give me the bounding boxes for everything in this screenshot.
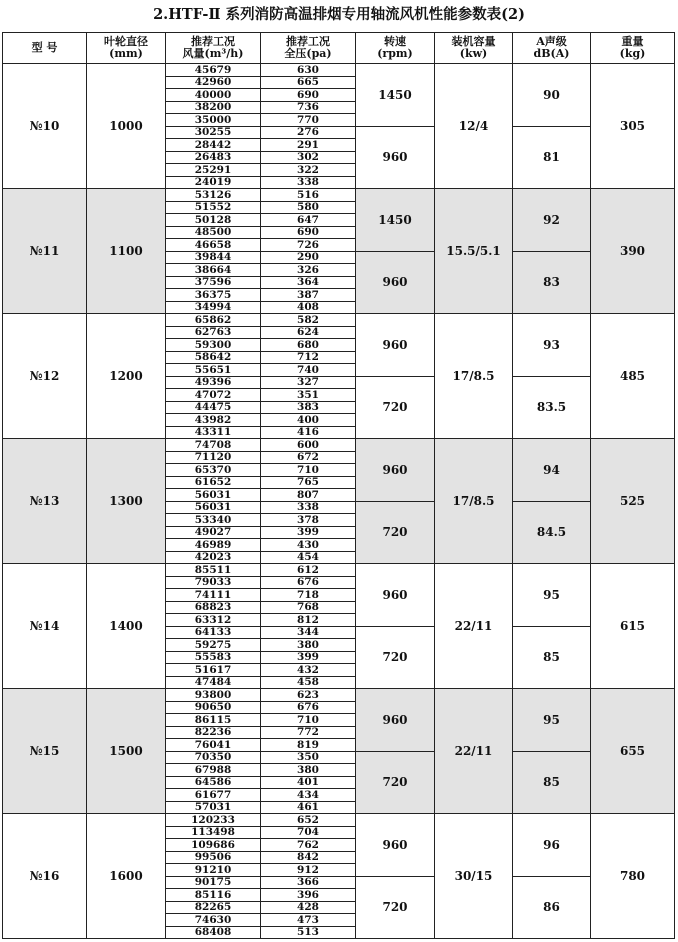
airflow-cell: 26483 — [166, 151, 261, 164]
airflow-cell: 67988 — [166, 764, 261, 777]
airflow-cell: 36375 — [166, 289, 261, 302]
pressure-cell: 364 — [261, 276, 356, 289]
table-row — [3, 314, 675, 327]
airflow-cell: 46989 — [166, 539, 261, 552]
pressure-cell: 399 — [261, 526, 356, 539]
diameter-cell: 1500 — [87, 689, 166, 814]
pressure-cell: 276 — [261, 126, 356, 139]
header-noise-unit: dB(A) — [533, 47, 570, 60]
header-noise-label: A声级 — [536, 35, 567, 48]
airflow-cell: 38664 — [166, 264, 261, 277]
speed-cell: 720 — [356, 876, 435, 939]
airflow-cell: 42960 — [166, 76, 261, 89]
power-cell: 12/4 — [435, 64, 513, 189]
airflow-cell: 40000 — [166, 89, 261, 102]
airflow-cell: 51617 — [166, 664, 261, 677]
airflow-cell: 42023 — [166, 551, 261, 564]
airflow-cell: 86115 — [166, 714, 261, 727]
airflow-cell: 28442 — [166, 139, 261, 152]
pressure-cell: 718 — [261, 589, 356, 602]
pressure-cell: 600 — [261, 439, 356, 452]
pressure-cell: 736 — [261, 101, 356, 114]
table-row — [3, 189, 675, 202]
pressure-cell: 647 — [261, 214, 356, 227]
pressure-cell: 401 — [261, 776, 356, 789]
pressure-cell: 344 — [261, 626, 356, 639]
noise-cell: 94 — [513, 439, 591, 502]
speed-cell: 960 — [356, 314, 435, 377]
model-cell: №14 — [3, 564, 87, 689]
airflow-cell: 49396 — [166, 376, 261, 389]
airflow-cell: 49027 — [166, 526, 261, 539]
header-diameter-label: 叶轮直径 — [104, 35, 148, 48]
model-cell: №16 — [3, 814, 87, 939]
table-title: 2.HTF-Ⅱ 系列消防高温排烟专用轴流风机性能参数表(2) — [153, 6, 525, 23]
header-weight — [591, 33, 675, 64]
airflow-cell: 45679 — [166, 64, 261, 77]
pressure-cell: 726 — [261, 239, 356, 252]
table-row — [3, 689, 675, 702]
airflow-cell: 74630 — [166, 914, 261, 927]
header-noise — [513, 33, 591, 64]
noise-cell: 95 — [513, 564, 591, 627]
airflow-cell: 58642 — [166, 351, 261, 364]
speed-cell: 960 — [356, 814, 435, 877]
pressure-cell: 819 — [261, 739, 356, 752]
diameter-cell: 1100 — [87, 189, 166, 314]
pressure-cell: 378 — [261, 514, 356, 527]
pressure-cell: 710 — [261, 714, 356, 727]
airflow-cell: 59300 — [166, 339, 261, 352]
pressure-cell: 290 — [261, 251, 356, 264]
airflow-cell: 25291 — [166, 164, 261, 177]
pressure-cell: 396 — [261, 889, 356, 902]
header-power-label: 装机容量 — [451, 35, 496, 48]
power-cell: 17/8.5 — [435, 439, 513, 564]
header-speed-unit: (rpm) — [377, 47, 413, 60]
pressure-cell: 665 — [261, 76, 356, 89]
airflow-cell: 44475 — [166, 401, 261, 414]
airflow-cell: 43982 — [166, 414, 261, 427]
pressure-cell: 380 — [261, 639, 356, 652]
airflow-cell: 63312 — [166, 614, 261, 627]
speed-cell: 960 — [356, 689, 435, 752]
header-pressure — [261, 33, 356, 64]
airflow-cell: 64586 — [166, 776, 261, 789]
airflow-cell: 64133 — [166, 626, 261, 639]
weight-cell: 780 — [591, 814, 675, 939]
pressure-cell: 366 — [261, 876, 356, 889]
table-row — [3, 439, 675, 452]
airflow-cell: 76041 — [166, 739, 261, 752]
noise-cell: 93 — [513, 314, 591, 377]
pressure-cell: 762 — [261, 839, 356, 852]
speed-cell: 960 — [356, 126, 435, 189]
pressure-cell: 623 — [261, 689, 356, 702]
noise-cell: 96 — [513, 814, 591, 877]
airflow-cell: 59275 — [166, 639, 261, 652]
airflow-cell: 30255 — [166, 126, 261, 139]
pressure-cell: 302 — [261, 151, 356, 164]
pressure-cell: 454 — [261, 551, 356, 564]
airflow-cell: 91210 — [166, 864, 261, 877]
pressure-cell: 676 — [261, 576, 356, 589]
weight-cell: 655 — [591, 689, 675, 814]
pressure-cell: 350 — [261, 751, 356, 764]
airflow-cell: 74111 — [166, 589, 261, 602]
airflow-cell: 82265 — [166, 901, 261, 914]
speed-cell: 960 — [356, 439, 435, 502]
airflow-cell: 61652 — [166, 476, 261, 489]
speed-cell: 720 — [356, 751, 435, 814]
speed-cell: 720 — [356, 501, 435, 564]
pressure-cell: 408 — [261, 301, 356, 314]
diameter-cell: 1300 — [87, 439, 166, 564]
airflow-cell: 74708 — [166, 439, 261, 452]
noise-cell: 83 — [513, 251, 591, 314]
header-pressure-label: 推荐工况 — [286, 35, 330, 48]
pressure-cell: 612 — [261, 564, 356, 577]
pressure-cell: 672 — [261, 451, 356, 464]
weight-cell: 615 — [591, 564, 675, 689]
model-cell: №10 — [3, 64, 87, 189]
header-weight-unit: (kg) — [619, 47, 646, 60]
header-model-label: 型 号 — [31, 41, 58, 54]
airflow-cell: 34994 — [166, 301, 261, 314]
pressure-cell: 812 — [261, 614, 356, 627]
airflow-cell: 120233 — [166, 814, 261, 827]
pressure-cell: 912 — [261, 864, 356, 877]
pressure-cell: 690 — [261, 89, 356, 102]
header-row — [3, 33, 675, 64]
noise-cell: 85 — [513, 751, 591, 814]
pressure-cell: 652 — [261, 814, 356, 827]
speed-cell: 1450 — [356, 64, 435, 127]
weight-cell: 525 — [591, 439, 675, 564]
pressure-cell: 473 — [261, 914, 356, 927]
noise-cell: 81 — [513, 126, 591, 189]
airflow-cell: 57031 — [166, 801, 261, 814]
weight-cell: 485 — [591, 314, 675, 439]
airflow-cell: 53126 — [166, 189, 261, 202]
power-cell: 17/8.5 — [435, 314, 513, 439]
airflow-cell: 46658 — [166, 239, 261, 252]
pressure-cell: 770 — [261, 114, 356, 127]
airflow-cell: 62763 — [166, 326, 261, 339]
pressure-cell: 416 — [261, 426, 356, 439]
noise-cell: 83.5 — [513, 376, 591, 439]
pressure-cell: 322 — [261, 164, 356, 177]
diameter-cell: 1400 — [87, 564, 166, 689]
header-speed — [356, 33, 435, 64]
header-diameter-unit: (mm) — [109, 47, 143, 60]
airflow-cell: 93800 — [166, 689, 261, 702]
pressure-cell: 630 — [261, 64, 356, 77]
airflow-cell: 51552 — [166, 201, 261, 214]
speed-cell: 720 — [356, 626, 435, 689]
noise-cell: 92 — [513, 189, 591, 252]
model-cell: №11 — [3, 189, 87, 314]
speed-cell: 960 — [356, 564, 435, 627]
model-cell: №12 — [3, 314, 87, 439]
pressure-cell: 676 — [261, 701, 356, 714]
power-cell: 30/15 — [435, 814, 513, 939]
airflow-cell: 90650 — [166, 701, 261, 714]
pressure-cell: 428 — [261, 901, 356, 914]
pressure-cell: 399 — [261, 651, 356, 664]
noise-cell: 85 — [513, 626, 591, 689]
pressure-cell: 326 — [261, 264, 356, 277]
noise-cell: 90 — [513, 64, 591, 127]
airflow-cell: 47072 — [166, 389, 261, 402]
airflow-cell: 65370 — [166, 464, 261, 477]
airflow-cell: 71120 — [166, 451, 261, 464]
airflow-cell: 48500 — [166, 226, 261, 239]
airflow-cell: 56031 — [166, 489, 261, 502]
header-power — [435, 33, 513, 64]
airflow-cell: 24019 — [166, 176, 261, 189]
pressure-cell: 291 — [261, 139, 356, 152]
pressure-cell: 772 — [261, 726, 356, 739]
speed-cell: 1450 — [356, 189, 435, 252]
pressure-cell: 704 — [261, 826, 356, 839]
airflow-cell: 55651 — [166, 364, 261, 377]
pressure-cell: 842 — [261, 851, 356, 864]
header-diameter — [87, 33, 166, 64]
pressure-cell: 624 — [261, 326, 356, 339]
table-header — [3, 33, 675, 64]
pressure-cell: 338 — [261, 501, 356, 514]
airflow-cell: 85511 — [166, 564, 261, 577]
model-cell: №13 — [3, 439, 87, 564]
pressure-cell: 338 — [261, 176, 356, 189]
airflow-cell: 113498 — [166, 826, 261, 839]
pressure-cell: 430 — [261, 539, 356, 552]
airflow-cell: 68408 — [166, 926, 261, 939]
pressure-cell: 765 — [261, 476, 356, 489]
airflow-cell: 50128 — [166, 214, 261, 227]
power-cell: 22/11 — [435, 564, 513, 689]
airflow-cell: 68823 — [166, 601, 261, 614]
pressure-cell: 680 — [261, 339, 356, 352]
pressure-cell: 768 — [261, 601, 356, 614]
pressure-cell: 461 — [261, 801, 356, 814]
airflow-cell: 70350 — [166, 751, 261, 764]
airflow-cell: 47484 — [166, 676, 261, 689]
airflow-cell: 85116 — [166, 889, 261, 902]
airflow-cell: 43311 — [166, 426, 261, 439]
power-cell: 22/11 — [435, 689, 513, 814]
airflow-cell: 90175 — [166, 876, 261, 889]
table-row — [3, 64, 675, 77]
header-model — [3, 33, 87, 64]
header-airflow — [166, 33, 261, 64]
pressure-cell: 400 — [261, 414, 356, 427]
noise-cell: 86 — [513, 876, 591, 939]
speed-cell: 720 — [356, 376, 435, 439]
table-row — [3, 564, 675, 577]
airflow-cell: 53340 — [166, 514, 261, 527]
airflow-cell: 65862 — [166, 314, 261, 327]
airflow-cell: 35000 — [166, 114, 261, 127]
pressure-cell: 710 — [261, 464, 356, 477]
pressure-cell: 383 — [261, 401, 356, 414]
table-body — [3, 64, 675, 939]
airflow-cell: 56031 — [166, 501, 261, 514]
model-cell: №15 — [3, 689, 87, 814]
pressure-cell: 740 — [261, 364, 356, 377]
noise-cell: 95 — [513, 689, 591, 752]
diameter-cell: 1200 — [87, 314, 166, 439]
header-power-unit: (kw) — [459, 47, 488, 60]
performance-table — [2, 32, 675, 939]
pressure-cell: 380 — [261, 764, 356, 777]
weight-cell: 390 — [591, 189, 675, 314]
airflow-cell: 109686 — [166, 839, 261, 852]
airflow-cell: 61677 — [166, 789, 261, 802]
pressure-cell: 712 — [261, 351, 356, 364]
pressure-cell: 434 — [261, 789, 356, 802]
pressure-cell: 690 — [261, 226, 356, 239]
diameter-cell: 1600 — [87, 814, 166, 939]
pressure-cell: 387 — [261, 289, 356, 302]
airflow-cell: 79033 — [166, 576, 261, 589]
pressure-cell: 513 — [261, 926, 356, 939]
airflow-cell: 99506 — [166, 851, 261, 864]
pressure-cell: 351 — [261, 389, 356, 402]
noise-cell: 84.5 — [513, 501, 591, 564]
header-airflow-label: 推荐工况 — [191, 35, 235, 48]
header-pressure-unit: 全压(pa) — [284, 47, 332, 60]
airflow-cell: 55583 — [166, 651, 261, 664]
header-airflow-unit: 风量(m³/h) — [182, 47, 244, 60]
speed-cell: 960 — [356, 251, 435, 314]
airflow-cell: 37596 — [166, 276, 261, 289]
airflow-cell: 39844 — [166, 251, 261, 264]
airflow-cell: 38200 — [166, 101, 261, 114]
pressure-cell: 458 — [261, 676, 356, 689]
diameter-cell: 1000 — [87, 64, 166, 189]
pressure-cell: 327 — [261, 376, 356, 389]
pressure-cell: 516 — [261, 189, 356, 202]
weight-cell: 305 — [591, 64, 675, 189]
pressure-cell: 807 — [261, 489, 356, 502]
pressure-cell: 432 — [261, 664, 356, 677]
pressure-cell: 582 — [261, 314, 356, 327]
header-weight-label: 重量 — [621, 35, 644, 48]
table-row — [3, 814, 675, 827]
pressure-cell: 580 — [261, 201, 356, 214]
header-speed-label: 转速 — [384, 35, 406, 48]
airflow-cell: 82236 — [166, 726, 261, 739]
power-cell: 15.5/5.1 — [435, 189, 513, 314]
